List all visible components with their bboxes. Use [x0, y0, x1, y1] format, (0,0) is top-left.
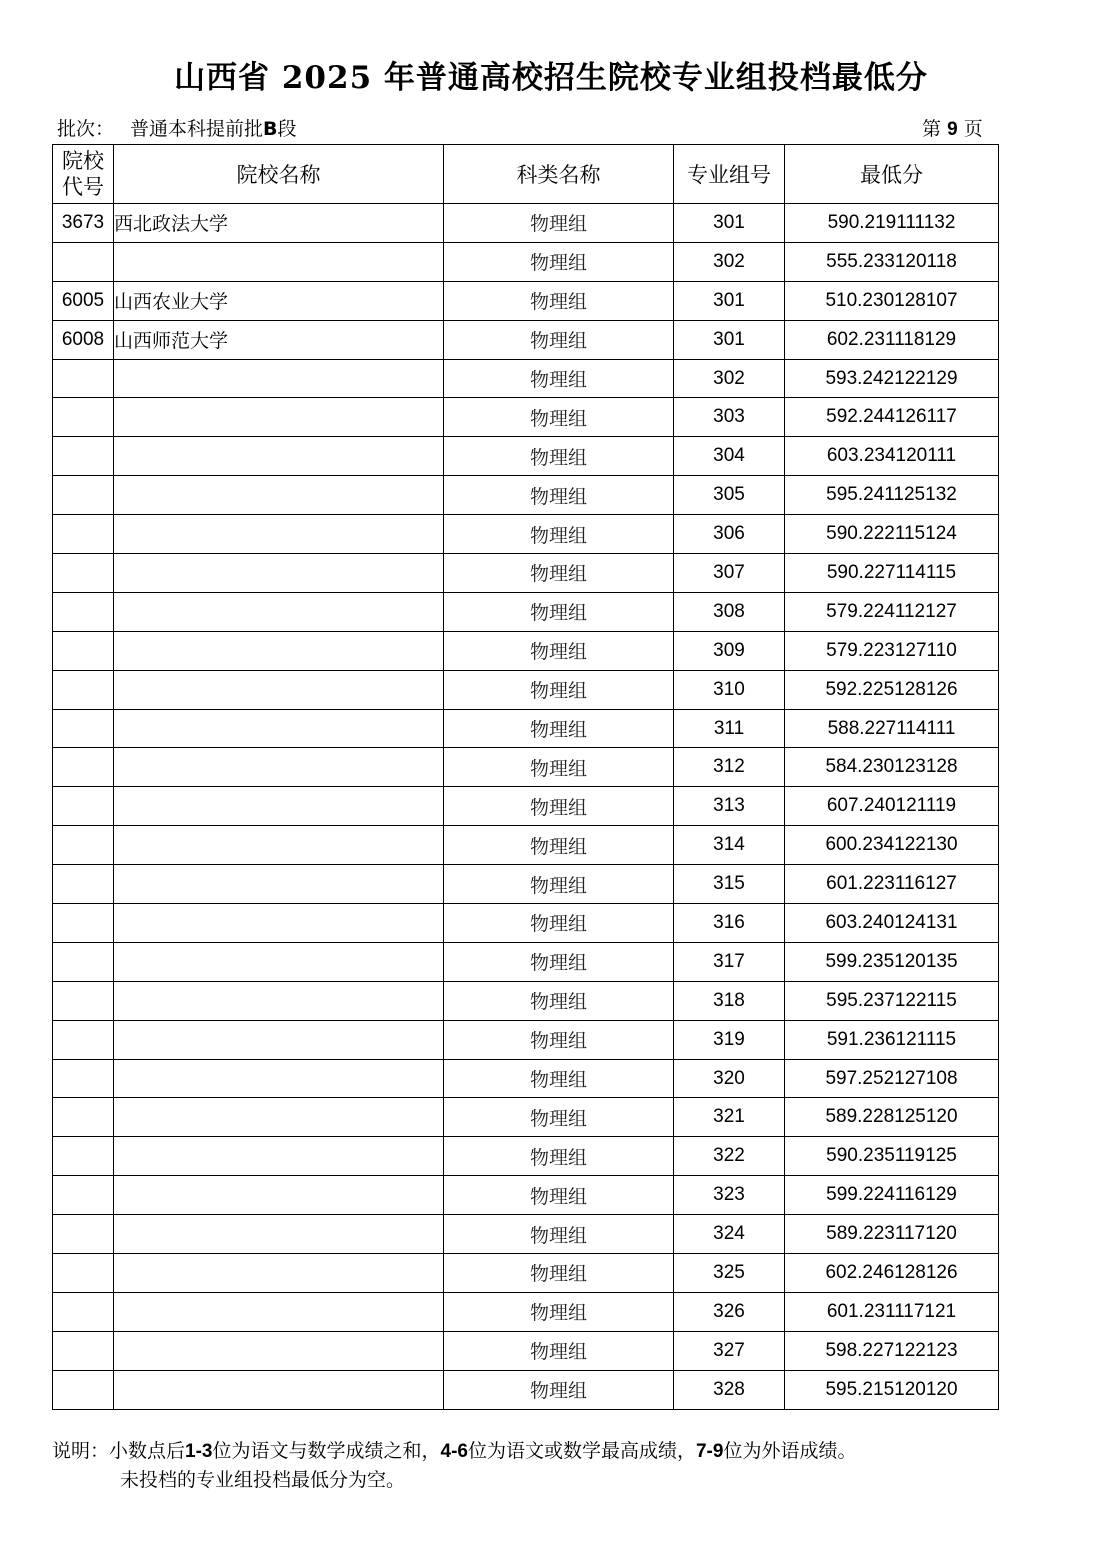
cell-school-name — [114, 826, 444, 865]
cell-school-code — [53, 242, 114, 281]
cell-school-code — [53, 398, 114, 437]
cell-min-score: 602.246128126 — [785, 1254, 999, 1293]
cell-school-code — [53, 981, 114, 1020]
cell-group-number: 319 — [674, 1020, 785, 1059]
cell-category: 物理组 — [444, 631, 674, 670]
cell-min-score: 593.242122129 — [785, 359, 999, 398]
cell-school-code — [53, 631, 114, 670]
cell-school-name — [114, 709, 444, 748]
cell-category: 物理组 — [444, 592, 674, 631]
table-row — [53, 1215, 999, 1254]
cell-min-score: 599.224116129 — [785, 1176, 999, 1215]
cell-min-score: 590.235119125 — [785, 1137, 999, 1176]
cell-school-code — [53, 826, 114, 865]
cell-category: 物理组 — [444, 670, 674, 709]
header-school-name: 院校名称 — [114, 145, 444, 204]
cell-school-code — [53, 709, 114, 748]
cell-category: 物理组 — [444, 787, 674, 826]
table-row — [53, 942, 999, 981]
cell-school-name: 山西师范大学 — [114, 320, 444, 359]
cell-category: 物理组 — [444, 1254, 674, 1293]
cell-group-number: 305 — [674, 476, 785, 515]
batch-value-bold: B — [263, 118, 278, 140]
cell-group-number: 303 — [674, 398, 785, 437]
cell-school-code — [53, 748, 114, 787]
page-number-value: 9 — [947, 119, 958, 140]
table-row — [53, 398, 999, 437]
cell-group-number: 321 — [674, 1098, 785, 1137]
table-row — [53, 904, 999, 943]
cell-school-name — [114, 476, 444, 515]
header-group-number: 专业组号 — [674, 145, 785, 204]
cell-school-name: 山西农业大学 — [114, 281, 444, 320]
table-row — [53, 709, 999, 748]
cell-category: 物理组 — [444, 1059, 674, 1098]
footnote-line1 — [52, 1437, 856, 1466]
header-school-code-line2: 代号 — [62, 175, 104, 199]
cell-min-score: 555.233120118 — [785, 242, 999, 281]
cell-group-number: 302 — [674, 242, 785, 281]
header-category: 科类名称 — [444, 145, 674, 204]
cell-group-number: 325 — [674, 1254, 785, 1293]
cell-category: 物理组 — [444, 398, 674, 437]
table-row — [53, 865, 999, 904]
table-row — [53, 748, 999, 787]
cell-school-name — [114, 592, 444, 631]
cell-school-name — [114, 1254, 444, 1293]
cell-group-number: 310 — [674, 670, 785, 709]
cell-min-score: 592.244126117 — [785, 398, 999, 437]
cell-group-number: 312 — [674, 748, 785, 787]
cell-category: 物理组 — [444, 320, 674, 359]
table-row — [53, 281, 999, 320]
header-school-code-line1: 院校 — [62, 149, 104, 173]
page-suffix: 页 — [963, 118, 983, 140]
cell-category: 物理组 — [444, 359, 674, 398]
cell-min-score: 590.222115124 — [785, 515, 999, 554]
cell-category: 物理组 — [444, 204, 674, 243]
cell-school-name — [114, 942, 444, 981]
cell-school-name — [114, 865, 444, 904]
page-number — [922, 114, 983, 141]
cell-school-code — [53, 942, 114, 981]
cell-school-name — [114, 1215, 444, 1254]
cell-category: 物理组 — [444, 981, 674, 1020]
footnote — [52, 1437, 856, 1494]
cell-school-name — [114, 631, 444, 670]
cell-school-code: 6008 — [53, 320, 114, 359]
cell-min-score: 602.231118129 — [785, 320, 999, 359]
cell-category: 物理组 — [444, 1215, 674, 1254]
cell-group-number: 324 — [674, 1215, 785, 1254]
table-row — [53, 437, 999, 476]
cell-group-number: 306 — [674, 515, 785, 554]
cell-group-number: 322 — [674, 1137, 785, 1176]
table-row — [53, 1059, 999, 1098]
table-row — [53, 787, 999, 826]
cell-school-code — [53, 1176, 114, 1215]
cell-min-score: 595.215120120 — [785, 1370, 999, 1409]
cell-min-score: 601.231117121 — [785, 1292, 999, 1331]
cell-group-number: 320 — [674, 1059, 785, 1098]
table-row — [53, 204, 999, 243]
table-row — [53, 592, 999, 631]
table-row — [53, 320, 999, 359]
cell-category: 物理组 — [444, 281, 674, 320]
cell-min-score: 589.223117120 — [785, 1215, 999, 1254]
batch-label: 批次： — [57, 118, 115, 140]
cell-group-number: 328 — [674, 1370, 785, 1409]
cell-school-code — [53, 670, 114, 709]
cell-min-score: 510.230128107 — [785, 281, 999, 320]
cell-school-code: 3673 — [53, 204, 114, 243]
cell-group-number: 304 — [674, 437, 785, 476]
table-row — [53, 1176, 999, 1215]
table-row — [53, 1137, 999, 1176]
table-row — [53, 670, 999, 709]
cell-group-number: 318 — [674, 981, 785, 1020]
table-row — [53, 515, 999, 554]
cell-min-score: 589.228125120 — [785, 1098, 999, 1137]
cell-min-score: 595.237122115 — [785, 981, 999, 1020]
cell-school-code — [53, 515, 114, 554]
footnote-range: 4-6 — [440, 1441, 468, 1462]
batch-info — [57, 114, 297, 141]
cell-category: 物理组 — [444, 515, 674, 554]
cell-school-name — [114, 554, 444, 593]
footnote-text: 位为语文或数学最高成绩， — [467, 1440, 696, 1462]
cell-group-number: 307 — [674, 554, 785, 593]
cell-category: 物理组 — [444, 1292, 674, 1331]
cell-school-name — [114, 359, 444, 398]
page-title: 山西省 2025 年普通高校招生院校专业组投档最低分 — [174, 60, 928, 96]
table-row — [53, 242, 999, 281]
footnote-text: 说明：小数点后 — [52, 1440, 186, 1462]
cell-school-code — [53, 1370, 114, 1409]
table-row — [53, 631, 999, 670]
cell-school-name — [114, 787, 444, 826]
cell-school-code — [53, 865, 114, 904]
table-row — [53, 1098, 999, 1137]
cell-school-name — [114, 1098, 444, 1137]
table-body — [53, 204, 999, 1410]
cell-group-number: 301 — [674, 204, 785, 243]
table-row — [53, 826, 999, 865]
cell-school-name — [114, 1137, 444, 1176]
cell-school-code — [53, 1331, 114, 1370]
cell-group-number: 308 — [674, 592, 785, 631]
cell-group-number: 323 — [674, 1176, 785, 1215]
cell-min-score: 599.235120135 — [785, 942, 999, 981]
cell-school-name — [114, 242, 444, 281]
cell-min-score: 592.225128126 — [785, 670, 999, 709]
cell-school-name — [114, 748, 444, 787]
cell-group-number: 309 — [674, 631, 785, 670]
table-header-row — [53, 145, 999, 204]
cell-category: 物理组 — [444, 865, 674, 904]
cell-group-number: 326 — [674, 1292, 785, 1331]
score-table — [52, 144, 999, 1410]
cell-min-score: 607.240121119 — [785, 787, 999, 826]
cell-category: 物理组 — [444, 904, 674, 943]
cell-school-code — [53, 1215, 114, 1254]
cell-group-number: 311 — [674, 709, 785, 748]
cell-category: 物理组 — [444, 1137, 674, 1176]
cell-group-number: 301 — [674, 320, 785, 359]
cell-min-score: 603.240124131 — [785, 904, 999, 943]
cell-school-name — [114, 437, 444, 476]
cell-group-number: 314 — [674, 826, 785, 865]
cell-category: 物理组 — [444, 826, 674, 865]
cell-school-code — [53, 1059, 114, 1098]
cell-school-name — [114, 1176, 444, 1215]
cell-min-score: 590.219111132 — [785, 204, 999, 243]
cell-min-score: 591.236121115 — [785, 1020, 999, 1059]
cell-school-code — [53, 554, 114, 593]
batch-value-prefix: 普通本科提前批 — [130, 118, 264, 140]
footnote-range: 1-3 — [185, 1441, 213, 1462]
cell-group-number: 301 — [674, 281, 785, 320]
cell-category: 物理组 — [444, 476, 674, 515]
cell-school-name — [114, 670, 444, 709]
cell-school-name — [114, 398, 444, 437]
cell-min-score: 598.227122123 — [785, 1331, 999, 1370]
cell-min-score: 600.234122130 — [785, 826, 999, 865]
footnote-range: 7-9 — [695, 1441, 724, 1462]
table-row — [53, 981, 999, 1020]
cell-school-code — [53, 1137, 114, 1176]
batch-value-suffix: 段 — [277, 118, 297, 140]
cell-school-code — [53, 592, 114, 631]
cell-min-score: 588.227114111 — [785, 709, 999, 748]
cell-group-number: 327 — [674, 1331, 785, 1370]
cell-school-name: 西北政法大学 — [114, 204, 444, 243]
cell-school-name — [114, 1020, 444, 1059]
cell-group-number: 317 — [674, 942, 785, 981]
cell-school-code — [53, 476, 114, 515]
cell-min-score: 579.223127110 — [785, 631, 999, 670]
cell-category: 物理组 — [444, 1020, 674, 1059]
cell-school-name — [114, 1059, 444, 1098]
cell-min-score: 584.230123128 — [785, 748, 999, 787]
cell-category: 物理组 — [444, 1331, 674, 1370]
cell-school-code — [53, 359, 114, 398]
cell-school-name — [114, 904, 444, 943]
footnote-text: 位为语文与数学成绩之和， — [212, 1440, 441, 1462]
table-row — [53, 1020, 999, 1059]
cell-category: 物理组 — [444, 242, 674, 281]
cell-min-score: 579.224112127 — [785, 592, 999, 631]
cell-school-code — [53, 1292, 114, 1331]
table-row — [53, 1331, 999, 1370]
cell-school-name — [114, 515, 444, 554]
cell-category: 物理组 — [444, 1370, 674, 1409]
cell-group-number: 315 — [674, 865, 785, 904]
cell-min-score: 597.252127108 — [785, 1059, 999, 1098]
cell-category: 物理组 — [444, 554, 674, 593]
cell-min-score: 590.227114115 — [785, 554, 999, 593]
page-prefix: 第 — [922, 118, 942, 140]
cell-group-number: 316 — [674, 904, 785, 943]
cell-group-number: 302 — [674, 359, 785, 398]
cell-school-code — [53, 437, 114, 476]
cell-category: 物理组 — [444, 1176, 674, 1215]
header-school-code — [53, 145, 114, 204]
footnote-text: 位为外语成绩。 — [723, 1440, 857, 1462]
table-row — [53, 554, 999, 593]
cell-min-score: 601.223116127 — [785, 865, 999, 904]
cell-category: 物理组 — [444, 942, 674, 981]
cell-school-code — [53, 1254, 114, 1293]
cell-school-code: 6005 — [53, 281, 114, 320]
cell-category: 物理组 — [444, 748, 674, 787]
table-row — [53, 1254, 999, 1293]
table-row — [53, 1370, 999, 1409]
table-row — [53, 359, 999, 398]
cell-school-code — [53, 1098, 114, 1137]
cell-category: 物理组 — [444, 1098, 674, 1137]
cell-school-name — [114, 1331, 444, 1370]
cell-min-score: 603.234120111 — [785, 437, 999, 476]
cell-school-name — [114, 1370, 444, 1409]
header-min-score: 最低分 — [785, 145, 999, 204]
table-row — [53, 1292, 999, 1331]
cell-category: 物理组 — [444, 437, 674, 476]
cell-school-code — [53, 787, 114, 826]
cell-school-code — [53, 1020, 114, 1059]
footnote-line2: 未投档的专业组投档最低分为空。 — [120, 1469, 406, 1491]
cell-school-name — [114, 1292, 444, 1331]
cell-group-number: 313 — [674, 787, 785, 826]
cell-min-score: 595.241125132 — [785, 476, 999, 515]
table-row — [53, 476, 999, 515]
cell-category: 物理组 — [444, 709, 674, 748]
cell-school-code — [53, 904, 114, 943]
cell-school-name — [114, 981, 444, 1020]
